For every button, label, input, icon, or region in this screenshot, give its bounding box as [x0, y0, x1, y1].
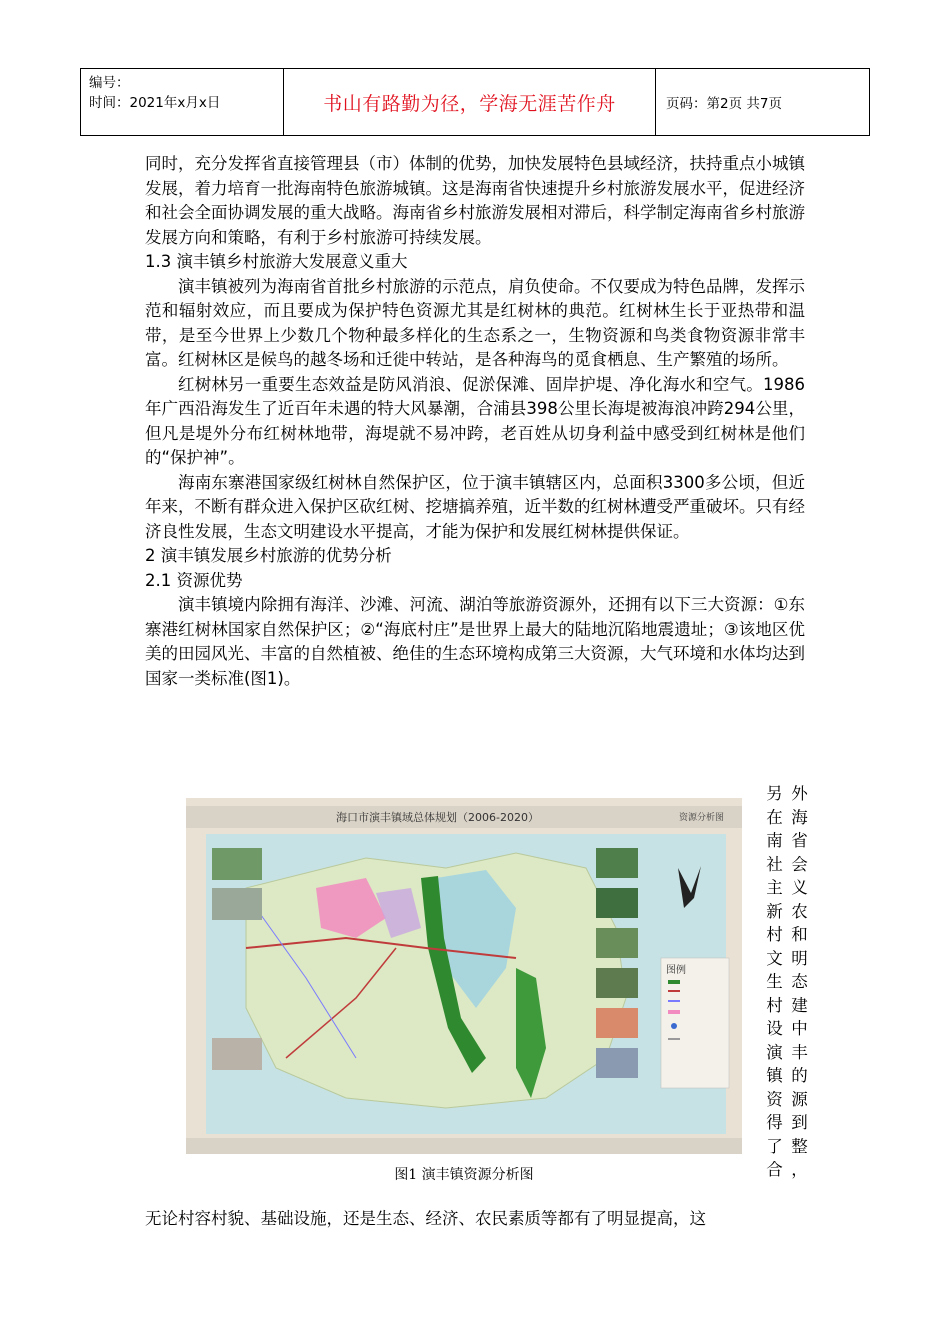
header-meta [81, 69, 284, 135]
header-motto: 书山有路勤为径，学海无涯苦作舟 [284, 69, 656, 135]
legend-title: 图例 [666, 965, 686, 976]
wrapped-char: ， [791, 1160, 808, 1179]
section-heading: 2 演丰镇发展乡村旅游的优势分析 [145, 546, 392, 565]
wrapped-char: 海 [791, 807, 808, 827]
wrapped-char: 南 [766, 831, 783, 850]
photo-thumbnail [596, 928, 638, 958]
figure [186, 798, 742, 1184]
serial-label: 编号： [89, 75, 130, 91]
wrapped-char: 合 [766, 1160, 783, 1179]
wrapped-char: 新 [766, 901, 783, 921]
photo-thumbnail [212, 888, 262, 920]
wrapped-char: 了 [766, 1136, 783, 1156]
paragraph: 红树林另一重要生态效益是防风消浪、促淤保滩、固岸护堤、净化海水和空气。1986年广西沿海发生了近百年未遇的特大风暴潮，合浦县398公里长海堤被海浪冲跨294公里，但凡是堤外分布红树林地带，海堤就不易冲跨，老百姓从切身利益中感受到红树林是他们的“保护神”。 [145, 374, 805, 467]
paragraph: 同时，充分发挥省直接管理县（市）体制的优势，加快发展特色县域经济，扶持重点小城镇发展，着力培育一批海南特色旅游城镇。这是海南省快速提升乡村旅游发展水平，促进经济和社会全面协调发展的重大战略。海南省乡村旅游发展相对滞后，科学制定海南省乡村旅游发展方向和策略，有利于乡村旅游可持续发展。 [145, 154, 805, 247]
subsection-heading: 2.1 资源优势 [145, 570, 243, 590]
wrapped-char: 镇 [766, 1066, 783, 1085]
map-title: 海口市演丰镇域总体规划（2006-2020） [336, 811, 539, 824]
paragraph-continuation: 无论村容村貌、基础设施，还是生态、经济、农民素质等都有了明显提高，这 [145, 1209, 706, 1228]
wrapped-char: 整 [791, 1136, 808, 1156]
legend-swatch-mangrove [668, 980, 680, 984]
wrapped-char: 会 [791, 854, 808, 874]
legend-swatch-town [668, 1010, 680, 1014]
section-heading: 1.3 演丰镇乡村旅游大发展意义重大 [145, 252, 408, 271]
wrapped-char: 另 [766, 784, 783, 803]
legend-swatch-port [671, 1023, 677, 1029]
paragraph: 演丰镇境内除拥有海洋、沙滩、河流、湖泊等旅游资源外，还拥有以下三大资源：①东寨港红树林国家自然保护区；②“海底村庄”是世界上最大的陆地沉陷地震遗址；③该地区优美的田园风光、丰富的自然植被、绝佳的生态环境构成第三大资源，大气环境和水体均达到国家一类标准(图1)。 [145, 595, 805, 688]
paragraph: 演丰镇被列为海南省首批乡村旅游的示范点，肩负使命。不仅要成为特色品牌，发挥示范和辐射效应，而且要成为保护特色资源尤其是红树林的典范。红树林生长于亚热带和温带，是至今世界上少数几个物种最多样化的生态系之一，生物资源和鸟类食物资源非常丰富。红树林区是候鸟的越冬场和迁徙中转站，是各种海鸟的觅食栖息、生产繁殖的场所。 [145, 276, 805, 369]
map-graphic [186, 798, 742, 1154]
wrapped-char: 设 [766, 1019, 783, 1038]
photo-thumbnail [596, 1008, 638, 1038]
map-footer-bar [186, 1138, 742, 1154]
figure-caption: 图1 演丰镇资源分析图 [394, 1167, 534, 1183]
header-page-info: 页码：第2页 共7页 [666, 96, 782, 112]
wrapped-char: 中 [791, 1019, 808, 1038]
photo-thumbnail [596, 968, 638, 998]
wrapped-char: 和 [791, 925, 808, 944]
planning-map [186, 798, 742, 1154]
wrapped-char: 的 [791, 1066, 808, 1085]
wrapped-char: 明 [791, 948, 808, 968]
wrapped-char: 外 [791, 784, 808, 803]
legend-swatch-road [668, 990, 680, 992]
photo-thumbnail [212, 1038, 262, 1070]
wrapped-char: 在 [766, 807, 783, 827]
legend-swatch-boundary [668, 1038, 680, 1040]
wrapped-char: 得 [766, 1113, 783, 1132]
legend-swatch-secondary [668, 1000, 680, 1002]
photo-thumbnail [596, 1048, 638, 1078]
paragraph: 海南东寨港国家级红树林自然保护区，位于演丰镇辖区内，总面积3300多公顷，但近年来，不断有群众进入保护区砍红树、挖塘搞养殖，近半数的红树林遭受严重破坏。只有经济良性发展，生态文明建设水平提高，才能为保护和发展红树林提供保证。 [145, 472, 805, 541]
wrapped-char: 村 [766, 995, 783, 1015]
photo-thumbnail [596, 888, 638, 918]
wrapped-char: 主 [766, 878, 783, 897]
photo-thumbnail [596, 848, 638, 878]
wrapped-char: 义 [791, 878, 808, 897]
wrapped-char: 文 [766, 948, 783, 968]
wrapped-char: 省 [791, 831, 808, 850]
wrapped-char: 村 [766, 925, 783, 944]
wrapped-char: 到 [791, 1113, 808, 1132]
wrapped-char: 建 [791, 995, 808, 1015]
wrapped-char: 演 [766, 1042, 783, 1062]
wrapped-char: 丰 [791, 1042, 808, 1062]
wrapped-char: 态 [791, 972, 808, 991]
wrapped-char: 资 [766, 1089, 783, 1109]
photo-thumbnail [212, 848, 262, 880]
wrapped-char: 源 [791, 1089, 808, 1109]
legend-box [661, 958, 729, 1088]
wrapped-text-column [762, 782, 812, 1182]
date-label: 时间：2021年x月x日 [89, 95, 221, 111]
wrapped-char: 生 [766, 972, 783, 991]
map-subtitle: 资源分析图 [678, 813, 724, 823]
wrapped-char: 农 [791, 901, 808, 921]
wrapped-char: 社 [766, 854, 783, 874]
header-table [80, 68, 870, 136]
document-body [145, 152, 805, 691]
